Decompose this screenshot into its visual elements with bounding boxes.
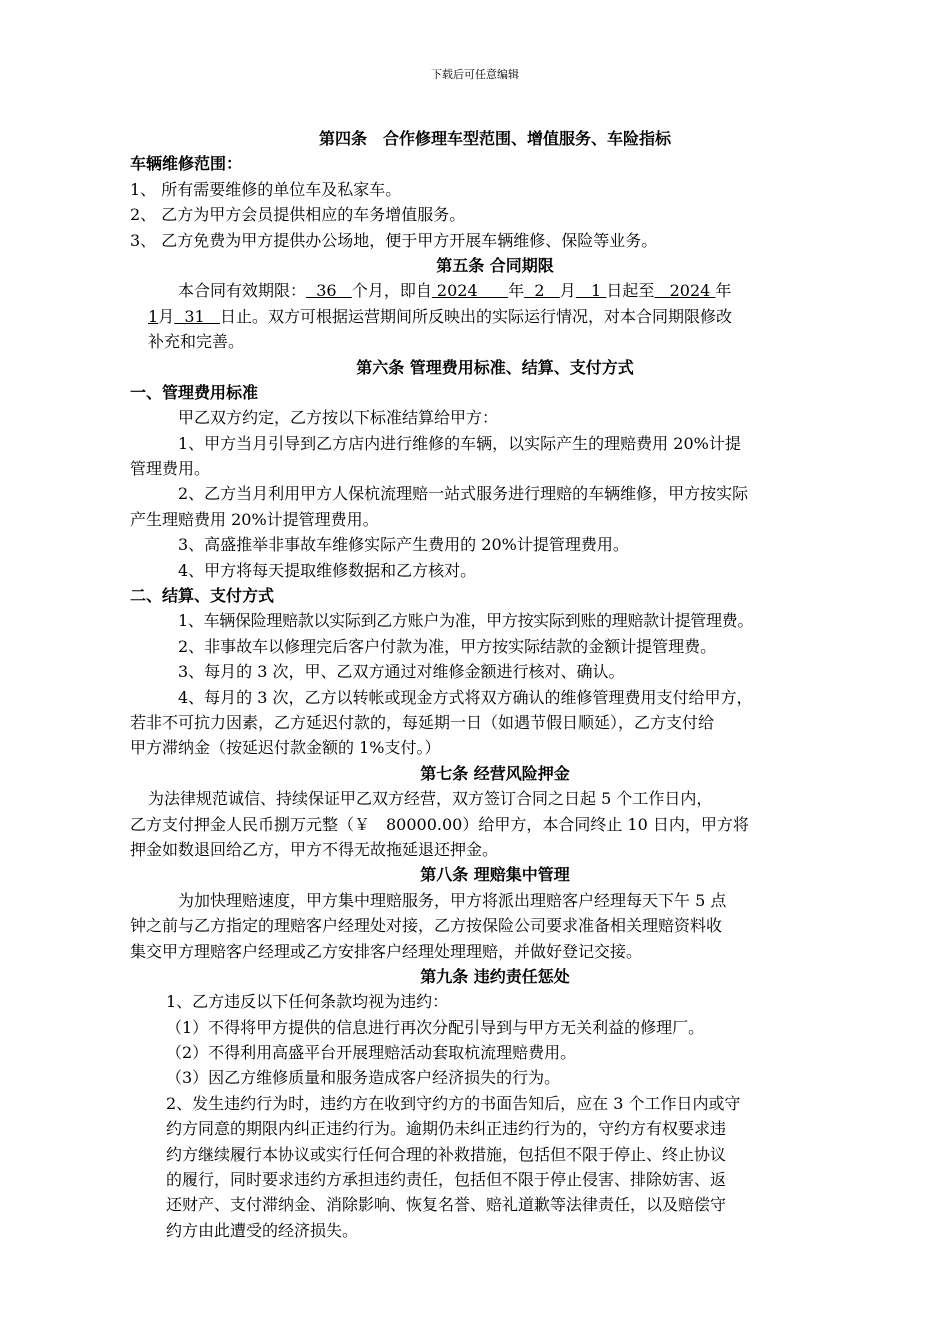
term-text: 日起至 bbox=[606, 281, 655, 301]
article-5-paragraph-line-2 bbox=[130, 304, 860, 329]
term-text: 月 bbox=[158, 306, 175, 326]
article-6-section-2-line: 1、车辆保险理赔款以实际到乙方账户为准，甲方按实际到账的理赔款计提管理费。 bbox=[178, 611, 754, 631]
article-6-section-1-title: 一、管理费用标准 bbox=[130, 382, 259, 402]
article-8-line: 钟之前与乙方指定的理赔客户经理处对接，乙方按保险公司要求准备相关理赔资料收 bbox=[130, 916, 723, 936]
term-prefix: 本合同有效期限： bbox=[178, 281, 307, 301]
article-6-section-1-line: 4、甲方将每天提取维修数据和乙方核对。 bbox=[178, 560, 477, 580]
end-day: 31 bbox=[174, 306, 220, 326]
article-9-subitem: （3）因乙方维修质量和服务造成客户经济损失的行为。 bbox=[166, 1068, 561, 1088]
start-year: 2024 bbox=[431, 281, 509, 301]
article-6-section-2-line: 甲方滞纳金（按延迟付款金额的 1%支付。） bbox=[130, 738, 441, 758]
article-9-item-2-line: 还财产、支付滞纳金、消除影响、恢复名誉、赔礼道歉等法律责任，以及赔偿守 bbox=[166, 1195, 727, 1215]
article-8-line: 为加快理赔速度，甲方集中理赔服务，甲方将派出理赔客户经理每天下午 5 点 bbox=[178, 890, 727, 910]
article-9-subitem: （2）不得利用高盛平台开展理赔活动套取杭流理赔费用。 bbox=[166, 1043, 577, 1063]
article-6-section-1-line: 2、乙方当月利用甲方人保杭流理赔一站式服务进行理赔的车辆维修，甲方按实际 bbox=[178, 484, 749, 504]
article-6-section-2-line: 4、每月的 3 次，乙方以转帐或现金方式将双方确认的维修管理费用支付给甲方， bbox=[178, 687, 753, 707]
article-6-section-2-line: 3、每月的 3 次，甲、乙双方通过对维修金额进行核对、确认。 bbox=[178, 662, 625, 682]
article-6-section-2-line: 2、非事故车以修理完后客户付款为准，甲方按实际结款的金额计提管理费。 bbox=[178, 636, 717, 656]
article-6-title: 第六条 管理费用标准、结算、支付方式 bbox=[356, 357, 634, 377]
article-7-title: 第七条 经营风险押金 bbox=[420, 763, 570, 783]
end-month: 1 bbox=[148, 306, 159, 326]
article-4-item-1: 1、 所有需要维修的单位车及私家车。 bbox=[130, 179, 402, 199]
article-6-section-1-line: 3、高盛推举非事故车维修实际产生费用的 20%计提管理费用。 bbox=[178, 535, 629, 555]
article-5-paragraph-line-3: 补充和完善。 bbox=[148, 332, 245, 352]
article-9-item-2-line: 约方同意的期限内纠正违约行为。逾期仍未纠正违约行为的，守约方有权要求违 bbox=[166, 1119, 727, 1139]
term-text: 个月，即自 bbox=[351, 281, 432, 301]
article-6-section-2-title: 二、结算、支付方式 bbox=[130, 586, 275, 606]
article-9-title: 第九条 违约责任惩处 bbox=[420, 966, 570, 986]
article-6-section-1-line: 1、甲方当月引导到乙方店内进行维修的车辆，以实际产生的理赔费用 20%计提 bbox=[178, 433, 741, 453]
article-4-title: 第四条 合作修理车型范围、增值服务、车险指标 bbox=[318, 129, 671, 148]
term-text: 日止。双方可根据运营期间所反映出的实际运行情况，对本合同期限修改 bbox=[220, 306, 733, 326]
start-day: 1 bbox=[575, 281, 607, 301]
article-4-item-3: 3、 乙方免费为甲方提供办公场地，便于甲方开展车辆维修、保险等业务。 bbox=[130, 230, 658, 250]
term-text: 年 bbox=[715, 281, 732, 301]
end-year: 2024 bbox=[654, 281, 716, 301]
article-5-title: 第五条 合同期限 bbox=[436, 255, 554, 275]
term-months: 36 bbox=[306, 281, 352, 301]
article-7-line: 乙方支付押金人民币捌万元整（￥ 80000.00）给甲方，本合同终止 10 日内，甲方将 bbox=[130, 814, 749, 834]
article-9-item-2-line: 2、发生违约行为时，违约方在收到守约方的书面告知后，应在 3 个工作日内或守 bbox=[166, 1093, 741, 1113]
article-9-subitem: （1）不得将甲方提供的信息进行再次分配引导到与甲方无关利益的修理厂。 bbox=[166, 1017, 705, 1037]
article-4-subtitle: 车辆维修范围： bbox=[130, 154, 243, 174]
article-5-paragraph-line-1 bbox=[130, 278, 860, 303]
article-8-title: 第八条 理赔集中管理 bbox=[420, 865, 570, 885]
article-7-line: 为法律规范诚信、持续保证甲乙双方经营，双方签订合同之日起 5 个工作日内， bbox=[148, 789, 713, 809]
article-9-item-1: 1、乙方违反以下任何条款均视为违约： bbox=[166, 992, 449, 1012]
article-8-line: 集交甲方理赔客户经理或乙方安排客户经理处理理赔，并做好登记交接。 bbox=[130, 941, 643, 961]
article-6-section-1-line: 甲乙双方约定，乙方按以下标准结算给甲方： bbox=[178, 408, 499, 428]
header-note: 下载后可任意编辑 bbox=[431, 68, 519, 81]
article-6-section-1-line: 产生理赔费用 20%计提管理费用。 bbox=[130, 509, 379, 529]
term-text: 月 bbox=[559, 281, 576, 301]
article-9-item-2-line: 约方由此遭受的经济损失。 bbox=[166, 1220, 359, 1240]
document-body bbox=[130, 126, 860, 1243]
article-4-item-2: 2、 乙方为甲方会员提供相应的车务增值服务。 bbox=[130, 205, 466, 225]
article-9-item-2-line: 的履行，同时要求违约方承担违约责任，包括但不限于停止侵害、排除妨害、返 bbox=[166, 1170, 727, 1190]
article-6-section-2-line: 若非不可抗力因素，乙方延迟付款的，每延期一日（如遇节假日顺延），乙方支付给 bbox=[130, 712, 715, 732]
article-6-section-1-line: 管理费用。 bbox=[130, 459, 211, 479]
article-9-item-2-line: 约方继续履行本协议或实行任何合理的补救措施，包括但不限于停止、终止协议 bbox=[166, 1144, 727, 1164]
article-7-line: 押金如数退回给乙方，甲方不得无故拖延退还押金。 bbox=[130, 839, 499, 859]
term-text: 年 bbox=[508, 281, 525, 301]
start-month: 2 bbox=[524, 281, 560, 301]
